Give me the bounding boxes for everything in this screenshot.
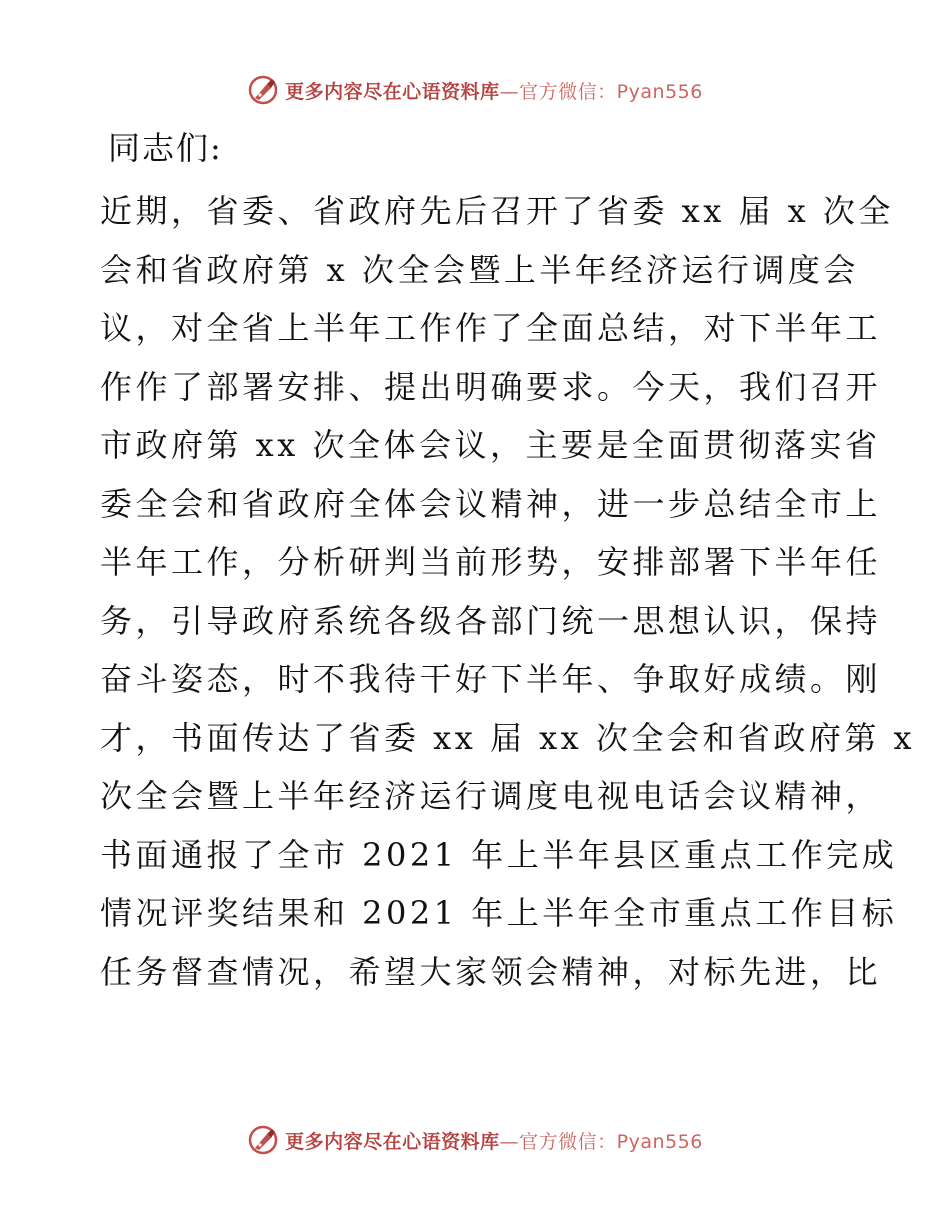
- paragraph-line: 任务督查情况，希望大家领会精神，对标先进，比: [100, 952, 882, 991]
- banner-dash: —: [499, 1130, 520, 1153]
- banner-brand: 更多内容尽在心语资料库: [285, 80, 500, 103]
- banner-wechat: 官方微信：Pyan556: [519, 1130, 703, 1153]
- banner-dash: —: [499, 80, 520, 103]
- pen-nib-logo-icon: [247, 74, 279, 106]
- paragraph-line: 书面通报了全市 2021 年上半年县区重点工作完成: [100, 835, 898, 874]
- paragraph-line: 近期，省委、省政府先后召开了省委 xx 届 x 次全: [100, 192, 894, 230]
- footer-watermark-banner: [0, 1120, 950, 1160]
- paragraph: [100, 182, 916, 1001]
- paragraph-line: 次全会暨上半年经济运行调度电视电话会议精神，: [100, 777, 882, 815]
- paragraph-line: 奋斗姿态，时不我待干好下半年、争取好成绩。刚: [100, 660, 882, 698]
- paragraph-line: 才，书面传达了省委 xx 届 xx 次全会和省政府第 x: [100, 718, 916, 757]
- paragraph-line: 会和省政府第 x 次全会暨上半年经济运行调度会: [100, 250, 859, 289]
- banner-text: [285, 1127, 703, 1154]
- salutation: 同志们:: [108, 129, 223, 167]
- paragraph-line: 委全会和省政府全体会议精神，进一步总结全市上: [100, 484, 882, 523]
- paragraph-line: 议，对全省上半年工作作了全面总结，对下半年工: [100, 309, 882, 347]
- banner-wechat: 官方微信：Pyan556: [519, 80, 703, 103]
- paragraph-line: 市政府第 xx 次全体会议，主要是全面贯彻落实省: [100, 426, 881, 464]
- banner-text: [285, 77, 703, 104]
- paragraph-line: 作作了部署安排、提出明确要求。今天，我们召开: [100, 367, 882, 406]
- banner-brand: 更多内容尽在心语资料库: [285, 1130, 500, 1153]
- paragraph-line: 务，引导政府系统各级各部门统一思想认识，保持: [100, 601, 882, 640]
- paragraph-line: 半年工作，分析研判当前形势，安排部署下半年任: [100, 543, 882, 581]
- document-body: [100, 122, 916, 1001]
- paragraph-line: 情况评奖结果和 2021 年上半年全市重点工作目标: [100, 894, 898, 932]
- header-watermark-banner: [0, 70, 950, 110]
- pen-nib-logo-icon: [247, 1124, 279, 1156]
